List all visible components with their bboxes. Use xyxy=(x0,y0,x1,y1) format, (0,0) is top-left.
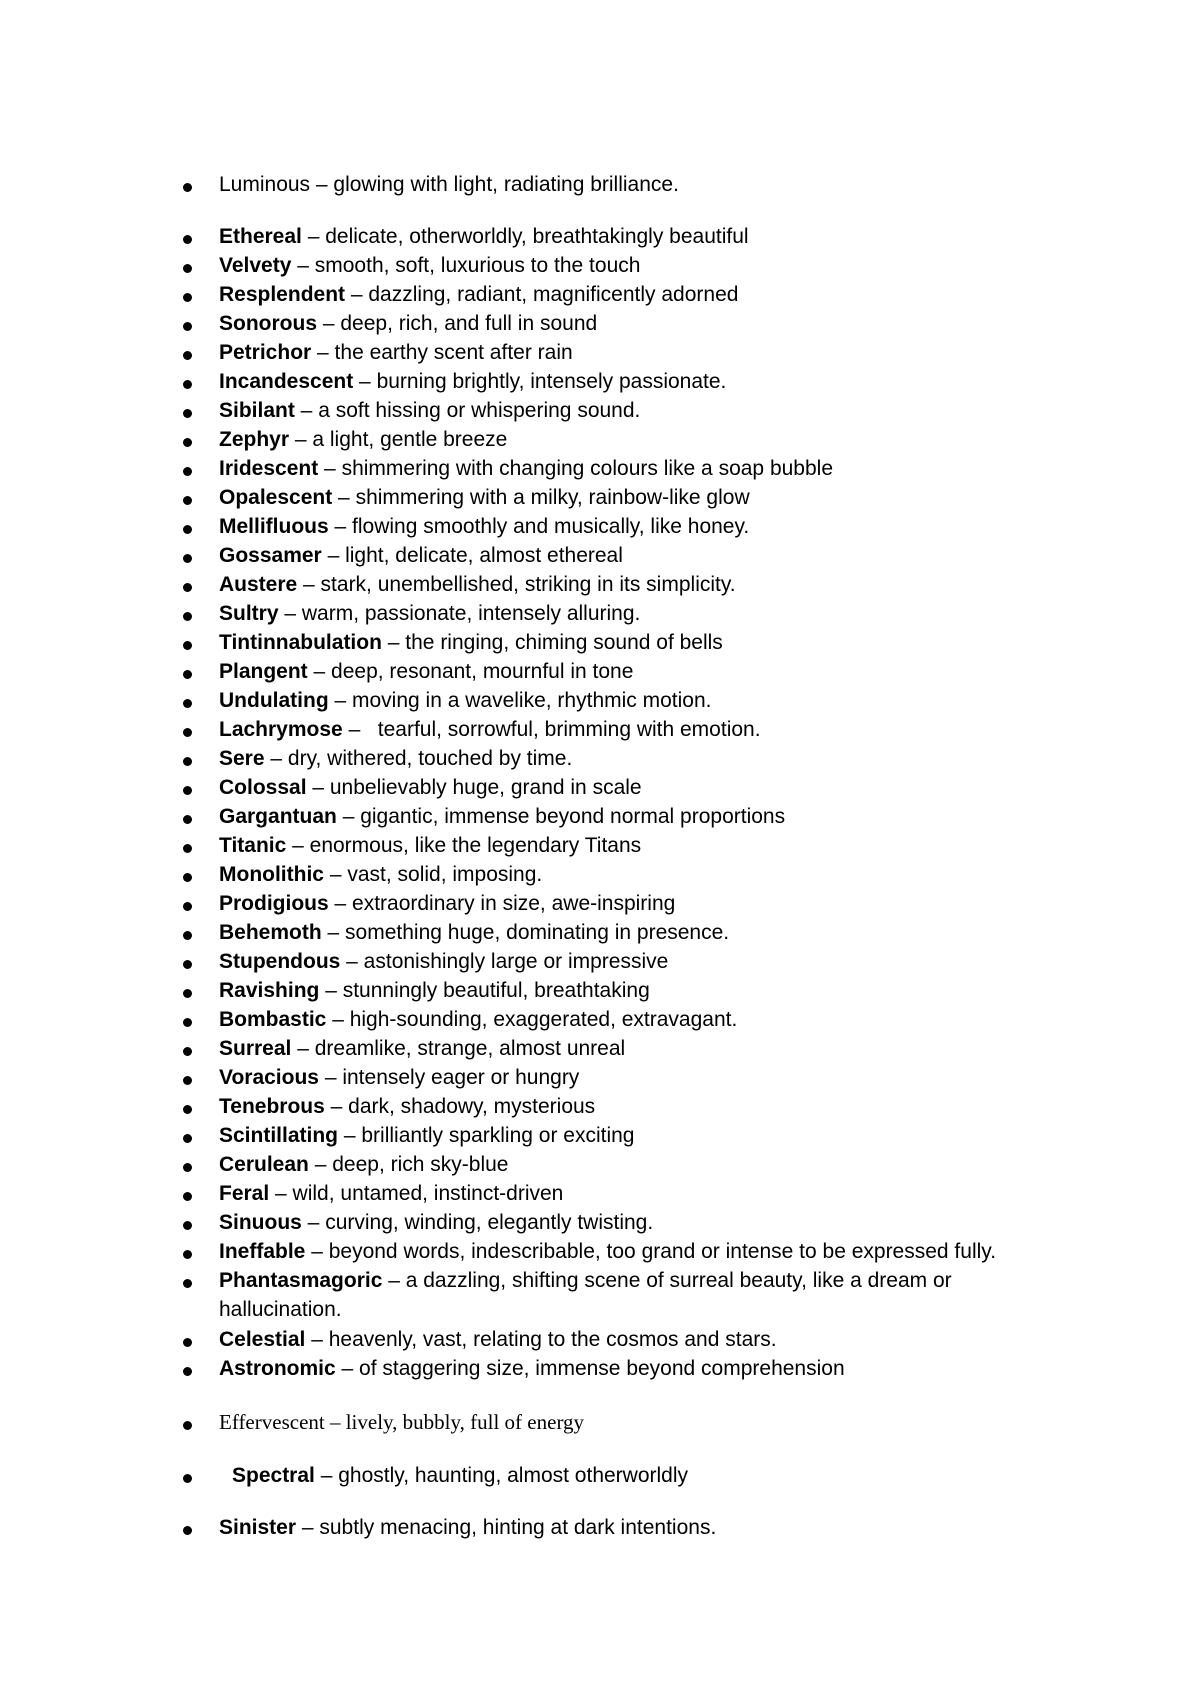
bullet-icon xyxy=(183,235,192,244)
entry-term: Monolithic xyxy=(219,863,324,886)
entry-term: Bombastic xyxy=(219,1008,327,1031)
entry-term: Surreal xyxy=(219,1037,292,1060)
entry-text xyxy=(219,947,1079,976)
entry-definition: – stark, unembellished, striking in its simplicity. xyxy=(297,573,736,596)
entry-definition: – the earthy scent after rain xyxy=(311,341,573,364)
bullet-icon xyxy=(183,1279,192,1288)
entry-term: Tintinnabulation xyxy=(219,631,382,654)
bullet-icon xyxy=(183,1367,192,1376)
entry-term: Titanic xyxy=(219,834,287,857)
bullet-icon xyxy=(183,1134,192,1143)
entry-text xyxy=(219,744,1079,773)
bullet-icon xyxy=(183,351,192,360)
bullet-icon xyxy=(183,525,192,534)
entry-text xyxy=(219,686,1079,715)
bullet-icon xyxy=(183,1526,192,1535)
entry-definition: – dazzling, radiant, magnificently adorned xyxy=(345,283,739,306)
bullet-icon xyxy=(183,1421,192,1430)
entry-text xyxy=(219,599,1079,628)
entry-text xyxy=(219,802,1079,831)
entry-text xyxy=(219,918,1079,947)
entry-text xyxy=(219,367,1079,396)
entry-term: Phantasmagoric xyxy=(219,1269,383,1292)
bullet-icon xyxy=(183,960,192,969)
entry-term: Undulating xyxy=(219,689,329,712)
bullet-icon xyxy=(183,183,192,192)
entry-text xyxy=(219,570,1079,599)
entry-definition: – dry, withered, touched by time. xyxy=(264,747,573,770)
entry-definition: – high-sounding, exaggerated, extravagant. xyxy=(326,1008,738,1031)
entry-definition: – stunningly beautiful, breathtaking xyxy=(319,979,650,1002)
bullet-icon xyxy=(183,1018,192,1027)
entry-text xyxy=(219,860,1079,889)
entry-definition: – burning brightly, intensely passionate. xyxy=(353,370,727,393)
entry-definition: – smooth, soft, luxurious to the touch xyxy=(291,254,641,277)
entry-definition: – of staggering size, immense beyond comprehension xyxy=(335,1357,845,1380)
entry-term: Petrichor xyxy=(219,341,312,364)
entry-definition: – flowing smoothly and musically, like honey. xyxy=(328,515,750,538)
entry-term: Sinister xyxy=(219,1516,297,1539)
entry-definition: – extraordinary in size, awe-inspiring xyxy=(328,892,676,915)
entry-definition: – shimmering with a milky, rainbow-like glow xyxy=(332,486,750,509)
entry-definition: – dark, shadowy, mysterious xyxy=(324,1095,596,1118)
entry-text xyxy=(219,1005,1079,1034)
entry-definition: – beyond words, indescribable, too grand or intense to be expressed fully. xyxy=(305,1240,997,1263)
entry-definition: – deep, rich sky-blue xyxy=(308,1153,509,1176)
entry-term: Zephyr xyxy=(219,428,290,451)
entry-term: Scintillating xyxy=(219,1124,339,1147)
bullet-icon xyxy=(183,322,192,331)
entry-text xyxy=(219,1179,1079,1208)
entry-definition: – moving in a wavelike, rhythmic motion. xyxy=(328,689,712,712)
entry-term: Gargantuan xyxy=(219,805,337,828)
entry-definition: Luminous – glowing with light, radiating brilliance. xyxy=(219,173,679,196)
bullet-icon xyxy=(183,902,192,911)
entry-definition: – light, delicate, almost ethereal xyxy=(321,544,623,567)
entry-text xyxy=(219,280,1079,309)
bullet-icon xyxy=(183,1047,192,1056)
bullet-icon xyxy=(183,1474,192,1483)
entry-text xyxy=(219,1266,1079,1324)
entry-term: Sonorous xyxy=(219,312,317,335)
bullet-icon xyxy=(183,873,192,882)
bullet-icon xyxy=(183,989,192,998)
entry-term: Colossal xyxy=(219,776,307,799)
entry-definition: – tearful, sorrowful, brimming with emotion. xyxy=(342,718,761,741)
entry-term: Voracious xyxy=(219,1066,319,1089)
entry-term: Austere xyxy=(219,573,298,596)
entry-term: Iridescent xyxy=(219,457,319,480)
bullet-icon xyxy=(183,728,192,737)
bullet-icon xyxy=(183,496,192,505)
entry-definition: – curving, winding, elegantly twisting. xyxy=(301,1211,654,1234)
bullet-icon xyxy=(183,757,192,766)
bullet-icon xyxy=(183,786,192,795)
bullet-icon xyxy=(183,1105,192,1114)
entry-term: Plangent xyxy=(219,660,308,683)
entry-text xyxy=(219,512,1079,541)
bullet-icon xyxy=(183,583,192,592)
entry-definition: – ghostly, haunting, almost otherworldly xyxy=(314,1464,689,1487)
entry-term: Astronomic xyxy=(219,1357,336,1380)
entry-definition: – dreamlike, strange, almost unreal xyxy=(291,1037,626,1060)
entry-text xyxy=(219,773,1079,802)
entry-definition: – wild, untamed, instinct-driven xyxy=(269,1182,564,1205)
entry-term: Sultry xyxy=(219,602,279,625)
bullet-icon xyxy=(183,844,192,853)
entry-text xyxy=(219,338,1079,367)
entry-term: Spectral xyxy=(232,1464,315,1487)
entry-text xyxy=(219,222,1079,251)
entry-text xyxy=(219,170,1079,199)
entry-definition: – shimmering with changing colours like a soap bubble xyxy=(318,457,834,480)
entry-text xyxy=(219,715,1079,744)
entry-text xyxy=(219,657,1079,686)
entry-term: Lachrymose xyxy=(219,718,343,741)
entry-definition: – a light, gentle breeze xyxy=(289,428,508,451)
entry-text xyxy=(219,483,1079,512)
entry-definition: – astonishingly large or impressive xyxy=(340,950,669,973)
entry-term: Gossamer xyxy=(219,544,322,567)
entry-text xyxy=(219,1208,1079,1237)
entry-term: Tenebrous xyxy=(219,1095,325,1118)
entry-text xyxy=(219,454,1079,483)
entry-term: Prodigious xyxy=(219,892,329,915)
bullet-icon xyxy=(183,1338,192,1347)
entry-definition: – delicate, otherworldly, breathtakingly beautiful xyxy=(301,225,749,248)
entry-definition: – brilliantly sparkling or exciting xyxy=(338,1124,635,1147)
entry-definition: – heavenly, vast, relating to the cosmos and stars. xyxy=(305,1328,777,1351)
entry-definition: – deep, resonant, mournful in tone xyxy=(307,660,634,683)
bullet-icon xyxy=(183,1163,192,1172)
entry-definition: – something huge, dominating in presence. xyxy=(321,921,730,944)
entry-text xyxy=(219,1325,1079,1354)
entry-text xyxy=(219,1150,1079,1179)
entry-definition: – intensely eager or hungry xyxy=(318,1066,580,1089)
entry-text xyxy=(219,1408,1079,1437)
entry-definition: – subtly menacing, hinting at dark intentions. xyxy=(296,1516,717,1539)
bullet-icon xyxy=(183,1221,192,1230)
bullet-icon xyxy=(183,612,192,621)
bullet-icon xyxy=(183,467,192,476)
entry-definition: – unbelievably huge, grand in scale xyxy=(306,776,642,799)
entry-term: Opalescent xyxy=(219,486,333,509)
entry-text xyxy=(219,309,1079,338)
entry-definition: – a dazzling, shifting scene of surreal beauty, like a dream or hallucination. xyxy=(219,1269,952,1321)
entry-term: Ineffable xyxy=(219,1240,306,1263)
bullet-icon xyxy=(183,931,192,940)
entry-term: Sibilant xyxy=(219,399,295,422)
bullet-icon xyxy=(183,409,192,418)
bullet-icon xyxy=(183,380,192,389)
entry-term: Sere xyxy=(219,747,265,770)
entry-text xyxy=(219,1237,1079,1266)
entry-definition: – a soft hissing or whispering sound. xyxy=(294,399,641,422)
entry-text xyxy=(219,1354,1079,1383)
entry-definition: – the ringing, chiming sound of bells xyxy=(381,631,723,654)
bullet-icon xyxy=(183,1250,192,1259)
bullet-icon xyxy=(183,1192,192,1201)
entry-text xyxy=(219,251,1079,280)
entry-text xyxy=(219,396,1079,425)
entry-definition: – enormous, like the legendary Titans xyxy=(286,834,642,857)
entry-text xyxy=(219,1063,1079,1092)
entry-text xyxy=(219,1034,1079,1063)
entry-text xyxy=(219,425,1079,454)
bullet-icon xyxy=(183,293,192,302)
entry-text xyxy=(219,541,1079,570)
bullet-icon xyxy=(183,641,192,650)
entry-text xyxy=(219,1121,1079,1150)
bullet-icon xyxy=(183,438,192,447)
entry-definition: – deep, rich, and full in sound xyxy=(317,312,598,335)
bullet-icon xyxy=(183,699,192,708)
bullet-icon xyxy=(183,554,192,563)
entry-term: Sinuous xyxy=(219,1211,302,1234)
entry-term: Ethereal xyxy=(219,225,302,248)
entry-definition: Effervescent – lively, bubbly, full of energy xyxy=(219,1410,585,1434)
entry-term: Feral xyxy=(219,1182,270,1205)
entry-term: Incandescent xyxy=(219,370,354,393)
entry-text xyxy=(219,889,1079,918)
bullet-icon xyxy=(183,1076,192,1085)
bullet-icon xyxy=(183,264,192,273)
bullet-icon xyxy=(183,670,192,679)
entry-definition: – vast, solid, imposing. xyxy=(323,863,543,886)
entry-text xyxy=(219,976,1079,1005)
entry-term: Celestial xyxy=(219,1328,306,1351)
entry-term: Stupendous xyxy=(219,950,341,973)
entry-text xyxy=(219,831,1079,860)
entry-text xyxy=(219,628,1079,657)
entry-text xyxy=(219,1513,1079,1542)
entry-text xyxy=(232,1461,1092,1490)
entry-term: Behemoth xyxy=(219,921,322,944)
entry-term: Mellifluous xyxy=(219,515,329,538)
entry-definition: – gigantic, immense beyond normal proportions xyxy=(336,805,786,828)
entry-term: Resplendent xyxy=(219,283,346,306)
entry-term: Cerulean xyxy=(219,1153,309,1176)
entry-term: Ravishing xyxy=(219,979,320,1002)
entry-definition: – warm, passionate, intensely alluring. xyxy=(278,602,641,625)
entry-text xyxy=(219,1092,1079,1121)
bullet-icon xyxy=(183,815,192,824)
entry-term: Velvety xyxy=(219,254,292,277)
